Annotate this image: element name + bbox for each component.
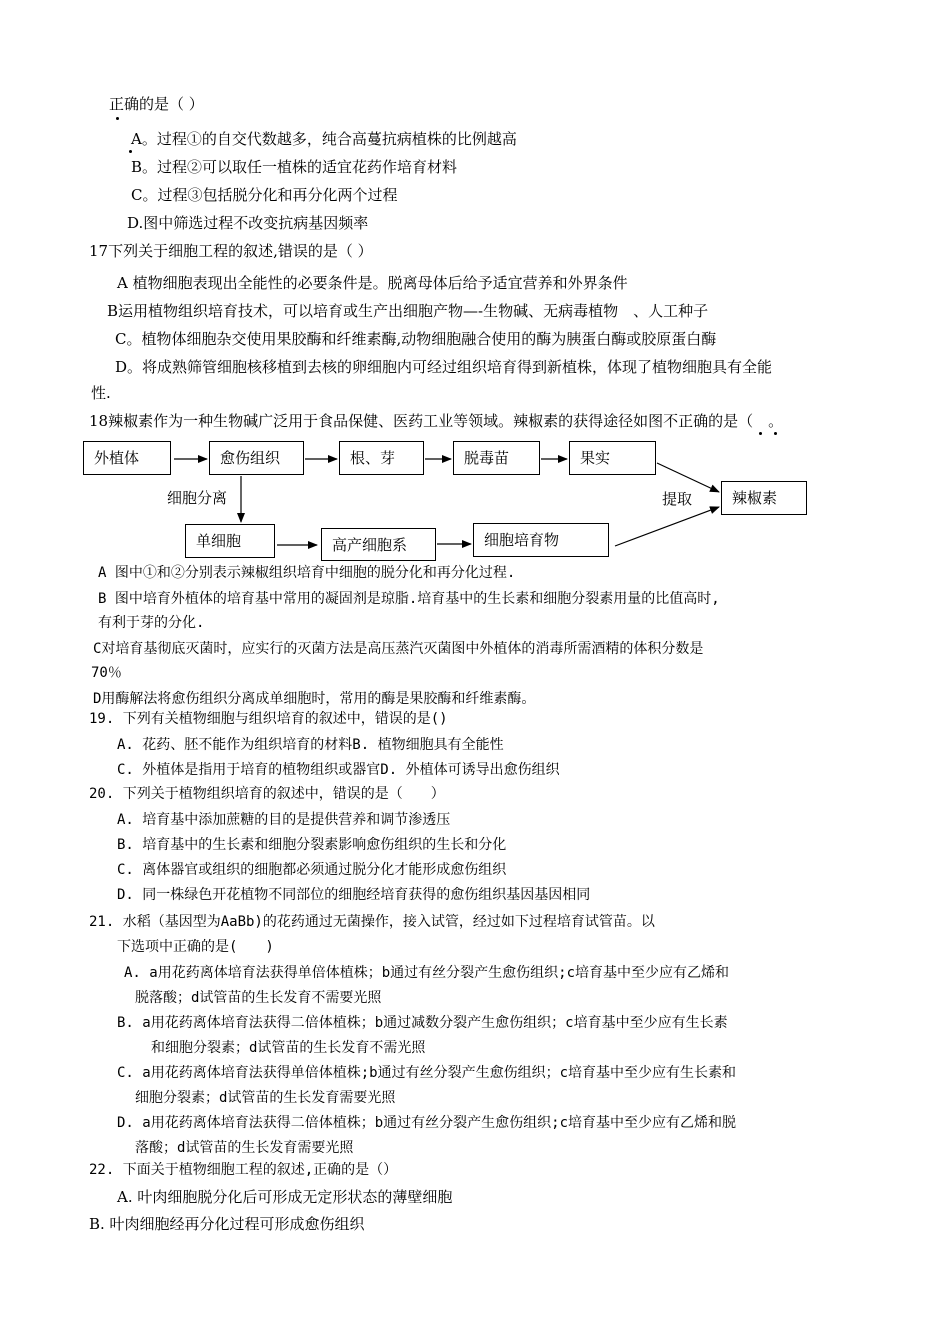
box-callus: 愈伤组织 [209,441,304,475]
q21-stem-cont: 下选项中正确的是( ) [117,939,274,955]
box-explant: 外植体 [83,441,171,475]
q16-option-b: B。过程②可以取任一植株的适宜花药作培育材料 [131,158,458,176]
q22-option-a: A. 叶肉细胞脱分化后可形成无定形状态的薄壁细胞 [117,1188,453,1206]
q22-stem: 22. 下面关于植物细胞工程的叙述,正确的是（） [89,1162,398,1178]
q21-option-d-cont: 落酸；d试管苗的生长发育需要光照 [135,1140,354,1156]
box-capsaicin: 辣椒素 [721,481,807,515]
q18-stem: 18辣椒素作为一种生物碱广泛用于食品保健、医药工业等领域。辣椒素的获得途径如图不正确的是（ 。 [89,412,784,430]
q21-option-b: B. a用花药离体培育法获得二倍体植株；b通过减数分裂产生愈伤组织；c培育基中至少应有生长素 [117,1015,728,1031]
q20-option-b: B. 培育基中的生长素和细胞分裂素影响愈伤组织的生长和分化 [117,837,507,853]
q21-option-c: C. a用花药离体培育法获得单倍体植株;b通过有丝分裂产生愈伤组织；c培育基中至少应有生长素和 [117,1065,736,1081]
arrow-product-capsaicin [615,507,719,546]
q18-option-c-cont: 70％ [91,665,122,681]
q18-option-d: D用酶解法将愈伤组织分离成单细胞时，常用的酶是果胶酶和纤维素酶。 [93,691,536,707]
q22-option-b: B. 叶肉细胞经再分化过程可形成愈伤组织 [89,1215,365,1233]
q21-option-a: A. a用花药离体培育法获得单倍体植株；b通过有丝分裂产生愈伤组织;c培育基中至少应有乙烯和 [124,965,729,981]
label-extraction: 提取 [662,490,693,508]
q20-option-c: C. 离体器官或组织的细胞都必须通过脱分化才能形成愈伤组织 [117,862,507,878]
q17-option-d: D。将成熟筛管细胞核移植到去核的卵细胞内可经过组织培育得到新植株，体现了植物细胞具有全能 [115,358,773,376]
q20-option-d: D. 同一株绿色开花植物不同部位的细胞经培育获得的愈伤组织基因基因相同 [117,887,591,903]
flow-arrows [0,0,950,600]
q21-option-d: D. a用花药离体培育法获得二倍体植株；b通过有丝分裂产生愈伤组织;c培育基中至少应有乙烯和脱 [117,1115,736,1131]
q19-option-ab: A. 花药、胚不能作为组织培育的材料B. 植物细胞具有全能性 [117,737,504,753]
q18-option-b-cont: 有利于芽的分化. [98,615,205,631]
q20-option-a: A. 培育基中添加蔗糖的目的是提供营养和调节渗透压 [117,812,451,828]
box-culture-product: 细胞培育物 [473,523,609,557]
q17-option-d-cont: 性. [91,384,111,402]
q17-stem: 17下列关于细胞工程的叙述,错误的是（ ） [89,242,373,260]
q18-option-a: A 图中①和②分别表示辣椒组织培育中细胞的脱分化和再分化过程. [98,565,516,581]
q21-option-c-cont: 细胞分裂素；d试管苗的生长发育需要光照 [135,1090,396,1106]
q19-stem: 19. 下列有关植物细胞与组织培育的叙述中，错误的是() [89,711,448,727]
q21-stem: 21. 水稻（基因型为AaBb)的花药通过无菌操作，接入试管，经过如下过程培育试管苗。以 [89,914,655,930]
q17-option-a: A 植物细胞表现出全能性的必要条件是。脱离母体后给予适宜营养和外界条件 [117,274,628,292]
q20-stem: 20. 下列关于植物组织培育的叙述中，错误的是（ ） [89,786,445,802]
box-virus-free: 脱毒苗 [453,441,540,475]
q17-option-b: B运用植物组织培育技术，可以培育或生产出细胞产物—-生物碱、无病毒植物 、人工种子 [107,302,709,320]
q16-option-c: C。过程③包括脱分化和再分化两个过程 [131,186,398,204]
box-single-cell: 单细胞 [185,524,275,558]
q18-option-b: B 图中培育外植体的培育基中常用的凝固剂是琼脂.培育基中的生长素和细胞分裂素用量的比值高时, [98,591,720,607]
label-cell-separation: 细胞分离 [167,489,228,507]
q16-option-d: D.图中筛选过程不改变抗病基因频率 [127,214,369,232]
q18-option-c: C对培育基彻底灭菌时，应实行的灭菌方法是高压蒸汽灭菌图中外植体的消毒所需酒精的体积分数是 [93,641,704,657]
q16-option-a: A。过程①的自交代数越多，纯合高蔓抗病植株的比例越高 [131,130,517,148]
q21-option-b-cont: 和细胞分裂素；d试管苗的生长发育不需光照 [151,1040,426,1056]
q21-option-a-cont: 脱落酸；d试管苗的生长发育不需要光照 [135,990,382,1006]
arrow-fruit-capsaicin [657,463,719,492]
q16-stem-tail: 正确的是（ ） [109,95,204,113]
box-root-bud: 根、芽 [339,441,424,475]
box-fruit: 果实 [569,441,656,475]
box-high-yield-line: 高产细胞系 [321,528,436,561]
q17-option-c: C。植物体细胞杂交使用果胶酶和纤维素酶,动物细胞融合使用的酶为胰蛋白酶或胶原蛋白酶 [115,330,717,348]
q19-option-cd: C. 外植体是指用于培育的植物组织或器官D. 外植体可诱导出愈伤组织 [117,762,560,778]
